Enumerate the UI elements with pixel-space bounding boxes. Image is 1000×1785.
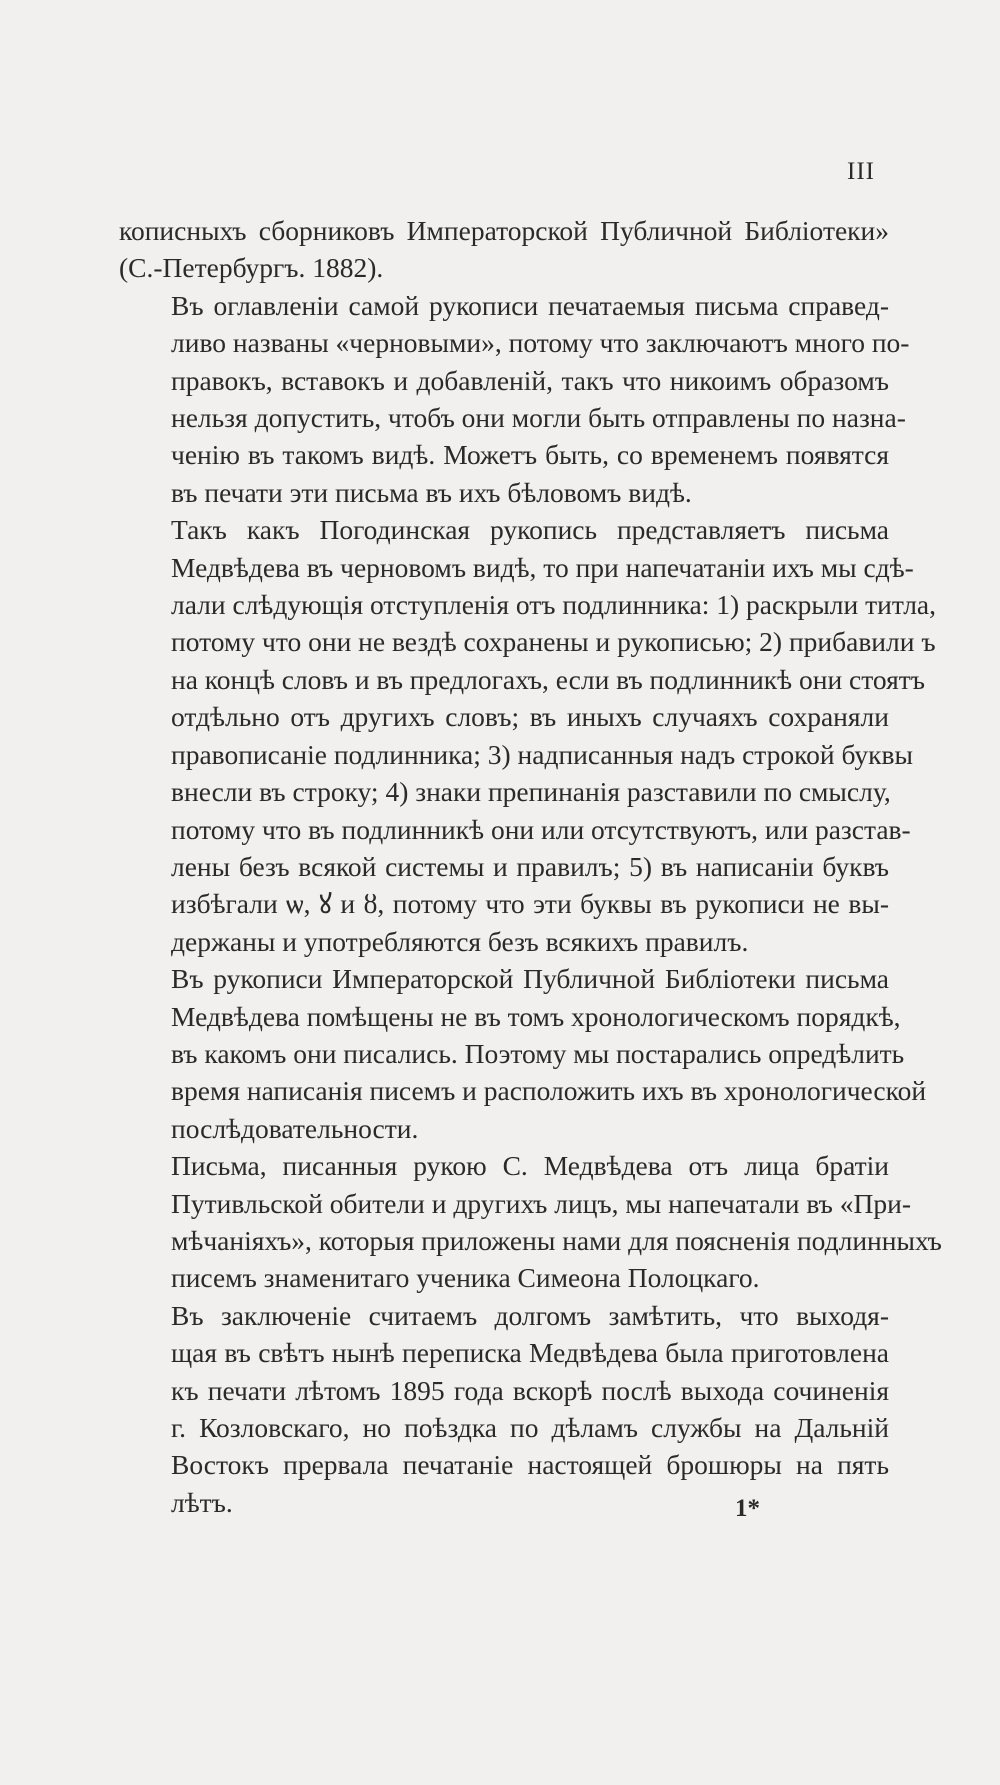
text-line: послѣдовательности. bbox=[171, 1112, 419, 1144]
text-line: потому что въ подлинникѣ они или отсутствуютъ, или разстав- bbox=[171, 813, 911, 845]
text-line: кописныхъ сборниковъ Императорской Публичной Библіотеки» bbox=[119, 215, 889, 246]
text-line: лены безъ всякой системы и правилъ; 5) въ написаніи буквъ bbox=[171, 850, 889, 882]
body-text bbox=[119, 212, 942, 1521]
text-line: ченію въ такомъ видѣ. Можетъ быть, со временемъ появятся bbox=[171, 439, 889, 471]
text-line: время написанія писемъ и расположить ихъ въ хронологической bbox=[171, 1075, 927, 1107]
paragraph-2 bbox=[119, 287, 910, 511]
text-line: Путивльской обители и другихъ лицъ, мы напечатали въ «При- bbox=[171, 1187, 912, 1219]
text-line: правописаніе подлинника; 3) надписанныя надъ строкой буквы bbox=[171, 738, 913, 770]
paragraph-4 bbox=[119, 960, 927, 1147]
text-line: щая въ свѣтъ нынѣ переписка Медвѣдева была приготовлена bbox=[171, 1337, 889, 1369]
text-line: на концѣ словъ и въ предлогахъ, если въ подлинникѣ они стоятъ bbox=[171, 663, 926, 695]
text-line: отдѣльно отъ другихъ словъ; въ иныхъ случаяхъ сохраняли bbox=[171, 701, 889, 733]
text-line: Медвѣдева въ черновомъ видѣ, то при напечатаніи ихъ мы сдѣ- bbox=[171, 551, 914, 583]
text-line: держаны и употребляются безъ всякихъ правилъ. bbox=[171, 925, 749, 957]
paragraph-6 bbox=[119, 1297, 889, 1521]
text-line: лали слѣдующія отступленія отъ подлинника: 1) раскрыли титла, bbox=[171, 589, 936, 621]
text-line: писемъ знаменитаго ученика Симеона Полоцкаго. bbox=[171, 1262, 760, 1294]
paragraph-5 bbox=[119, 1147, 942, 1297]
text-line: Письма, писанныя рукою С. Медвѣдева отъ лица братіи bbox=[171, 1150, 889, 1182]
text-line: Востокъ прервала печатаніе настоящей брошюры на пять bbox=[171, 1449, 889, 1481]
text-line: г. Козловскаго, но поѣздка по дѣламъ службы на Дальній bbox=[171, 1412, 889, 1443]
paragraph-1 bbox=[119, 212, 889, 287]
text-line: правокъ, вставокъ и добавленій, такъ что никоимъ образомъ bbox=[171, 364, 889, 396]
text-line: Въ оглавленіи самой рукописи печатаемыя письма справед- bbox=[171, 289, 889, 321]
signature-mark: 1* bbox=[735, 1495, 760, 1522]
text-line: мѣчаніяхъ», которыя приложены нами для поясненія подлинныхъ bbox=[171, 1224, 942, 1256]
text-line: ливо названы «черновыми», потому что заключаютъ много по- bbox=[171, 327, 910, 359]
paragraph-3 bbox=[119, 511, 936, 960]
text-line: Такъ какъ Погодинская рукопись представляетъ письма bbox=[171, 514, 889, 546]
text-line: Въ рукописи Императорской Публичной Библіотеки письма bbox=[171, 963, 889, 995]
text-line: въ какомъ они писались. Поэтому мы постарались опредѣлить bbox=[171, 1037, 905, 1069]
text-line: къ печати лѣтомъ 1895 года вскорѣ послѣ выхода сочиненія bbox=[171, 1374, 889, 1406]
text-line: Въ заключеніе считаемъ долгомъ замѣтить, что выходя- bbox=[171, 1299, 889, 1331]
text-line: потому что они не вездѣ сохранены и рукописью; 2) прибавили ъ bbox=[171, 626, 936, 658]
text-line: въ печати эти письма въ ихъ бѣловомъ видѣ. bbox=[171, 476, 692, 508]
text-line: (С.-Петербургъ. 1882). bbox=[119, 252, 384, 284]
text-line: Медвѣдева помѣщены не въ томъ хронологическомъ порядкѣ, bbox=[171, 1000, 901, 1032]
text-line: нельзя допустить, чтобъ они могли быть отправлены по назна- bbox=[171, 402, 906, 434]
text-line: внесли въ строку; 4) знаки препинанія разставили по смыслу, bbox=[171, 776, 891, 808]
text-line: лѣтъ. bbox=[171, 1486, 233, 1518]
page-number: III bbox=[847, 158, 875, 185]
text-line: избѣгали ѡ, ꙋ и ȣ, потому что эти буквы въ рукописи не вы- bbox=[171, 888, 889, 920]
